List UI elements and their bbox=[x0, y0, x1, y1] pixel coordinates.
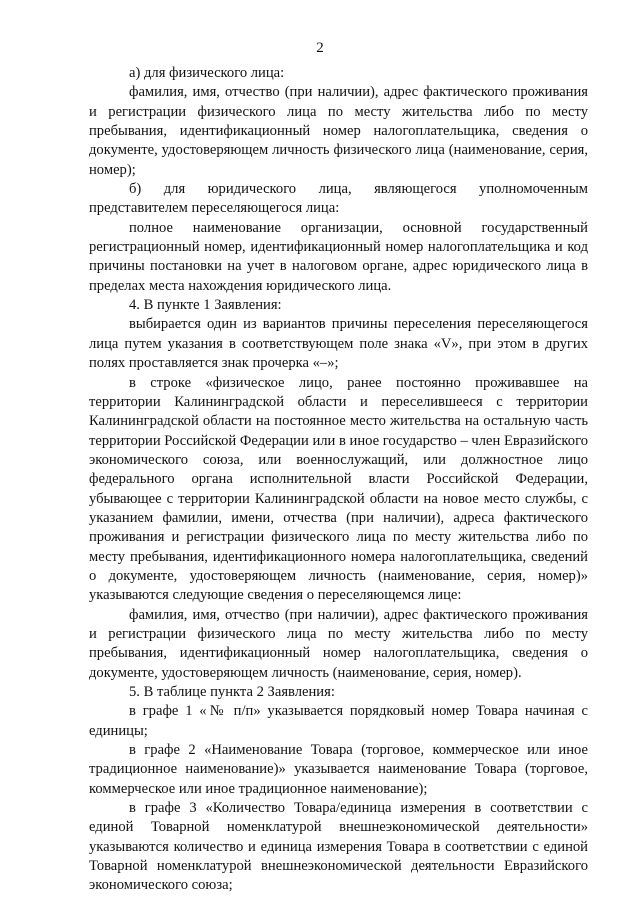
paragraph-9: 5. В таблице пункта 2 Заявления: bbox=[129, 684, 335, 700]
paragraph-4: полное наименование организации, основной государственный регистрационный номер, идентификационный номер налогоплательщика и код причины постановки на учет в налоговом органе, адрес юридического лица в пределах места нахождения юридического лица. bbox=[89, 219, 588, 294]
paragraph-10: в графе 1 «№ п/п» указывается порядковый номер Товара начиная с единицы; bbox=[89, 703, 588, 739]
paragraph-1: а) для физического лица: bbox=[129, 65, 285, 81]
paragraph-7: в строке «физическое лицо, ранее постоянно проживавшее на территории Калининградской области и переселившееся с территории Калининградской области на постоянное место жительства на остальную часть территории Российской Федерации или в иное государство – член Евразийского экономического союза, или военнослужащий, или должностное лицо федерального органа исполнительной власти Российской Федерации, убывающее с территории Калининградской области на новое место службы, с указанием фамилии, имени, отчества (при наличии), адреса фактического проживания и регистрации физического лица по месту жительства либо по месту пребывания, идентификационного номера налогоплательщика, сведений о документе, удостоверяющем личность (наименование, серия, номер)» указываются следующие сведения о переселяющемся лице: bbox=[89, 374, 589, 604]
paragraph-5: 4. В пункте 1 Заявления: bbox=[129, 297, 282, 314]
paragraph-11: в графе 2 «Наименование Товара (торговое, коммерческое или иное традиционное наименование)» указывается наименование Товара (торговое, коммерческое или иное традиционное наименование); bbox=[89, 742, 588, 797]
paragraph-6: выбирается один из вариантов причины переселения переселяющегося лица путем указания в соответствующем поле знака «V», при этом в других полях проставляется знак прочерка «–»; bbox=[89, 316, 588, 372]
page-number: 2 bbox=[316, 40, 324, 56]
paragraph-3: б) для юридического лица, являющегося уполномоченным представителем переселяющегося лица: bbox=[89, 181, 588, 217]
paragraph-2: фамилия, имя, отчество (при наличии), адрес фактического проживания и регистрации физического лица по месту жительства либо по месту пребывания, идентификационный номер налогоплательщика, сведения о документе, удостоверяющем личность физического лица (наименование, серия, номер); bbox=[89, 84, 588, 178]
document-body bbox=[89, 64, 588, 896]
paragraph-8: фамилия, имя, отчество (при наличии), адрес фактического проживания и регистрации физического лица по месту жительства либо по месту пребывания, идентификационный номер налогоплательщика, сведения о документе, удостоверяющем личность (наименование, серия, номер). bbox=[89, 606, 588, 681]
paragraph-12: в графе 3 «Количество Товара/единица измерения в соответствии с единой Товарной номенклатурой внешнеэкономической деятельности» указываются количество и единица измерения Товара в соответствии с единой Товарной номенклатурой внешнеэкономической деятельности Евразийского экономического союза; bbox=[89, 800, 588, 894]
